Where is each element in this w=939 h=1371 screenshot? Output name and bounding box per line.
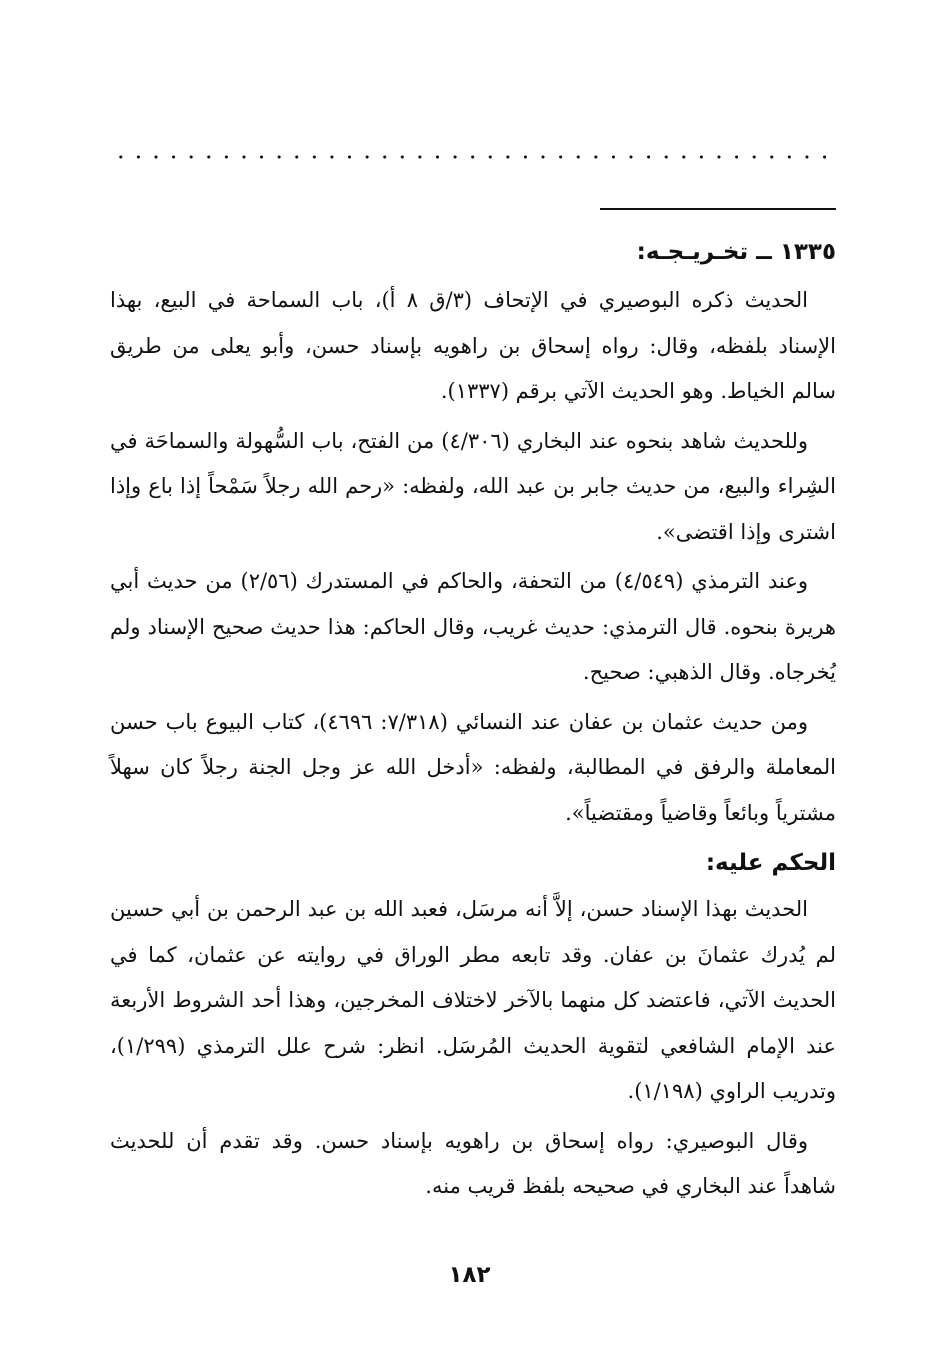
page-number: ١٨٢ xyxy=(448,1262,491,1288)
takhrij-heading: ١٣٣٥ ــ تخـريـجـه: xyxy=(636,239,836,265)
takhrij-section-body xyxy=(110,278,836,840)
footnote-rule xyxy=(600,208,836,210)
hukm-section-body xyxy=(110,887,836,1214)
dotted-separator xyxy=(112,155,837,159)
hukm-paragraph-2: وقال البوصيري: رواه إسحاق بن راهويه بإسناد حسن. وقد تقدم أن للحديث شاهداً عند البخاري في صحيحه بلفظ قريب منه. xyxy=(110,1128,836,1198)
hukm-heading: الحكم عليه: xyxy=(705,850,836,876)
takhrij-paragraph-4: ومن حديث عثمان بن عفان عند النسائي (٧/٣١٨: ٤٦٩٦)، كتاب البيوع باب حسن المعاملة والرفق في المطالبة، ولفظه: «أدخل الله عز وجل الجنة رجلاً كان سهلاً مشترياً وبائعاً وقاضياً ومقتضياً». xyxy=(110,709,836,825)
takhrij-section-heading-block xyxy=(110,232,836,272)
takhrij-paragraph-1: الحديث ذكره البوصيري في الإتحاف (٣/ق ٨ أ)، باب السماحة في البيع، بهذا الإسناد بلفظه، وقال: رواه إسحاق بن راهويه بإسناد حسن، وأبو يعلى من طريق سالم الخياط. وهو الحديث الآتي برقم (١٣٣٧). xyxy=(110,288,836,403)
takhrij-paragraph-2: وللحديث شاهد بنحوه عند البخاري (٤/٣٠٦) من الفتح، باب السُّهولة والسماحَة في الشِراء والبيع، من حديث جابر بن عبد الله، ولفظه: «رحم الله رجلاً سَمْحاً إذا باع وإذا اشترى وإذا اقتضى». xyxy=(110,428,836,544)
hukm-section-heading-block xyxy=(110,843,836,883)
hukm-paragraph-1: الحديث بهذا الإسناد حسن، إلاَّ أنه مرسَل، فعبد الله بن عبد الرحمن بن أبي حسين لم يُدرك عثمانَ بن عفان. وقد تابعه مطر الوراق في روايته عن عثمان، كما في الحديث الآتي، فاعتضد كل منهما بالآخر لاختلاف المخرجين، وهذا أحد الشروط الأربعة عند الإمام الشافعي لتقوية الحديث المُرسَل. انظر: شرح علل الترمذي (١/٢٩٩)، وتدريب الراوي (١/١٩٨). xyxy=(110,897,836,1103)
takhrij-paragraph-3: وعند الترمذي (٤/٥٤٩) من التحفة، والحاكم في المستدرك (٢/٥٦) من حديث أبي هريرة بنحوه. قال الترمذي: حديث غريب، وقال الحاكم: هذا حديث صحيح الإسناد ولم يُخرجاه. وقال الذهبي: صحيح. xyxy=(110,569,836,684)
